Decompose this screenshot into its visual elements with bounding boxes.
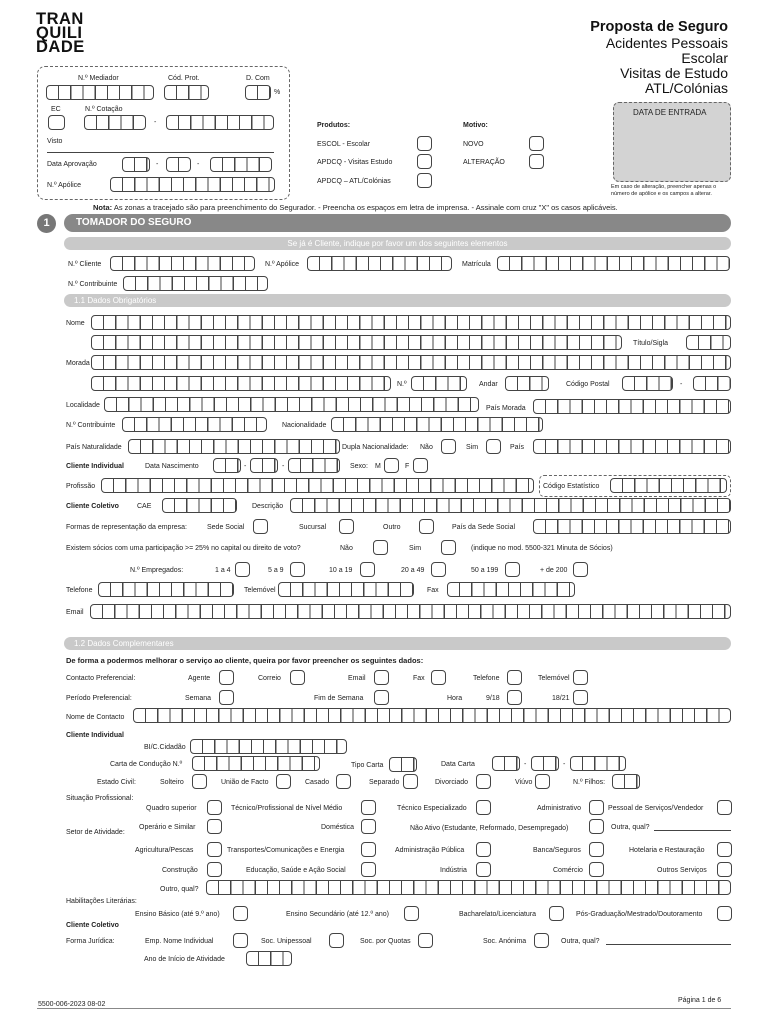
nome-label: Nome [66, 320, 85, 327]
forma-outra-line[interactable] [606, 944, 731, 945]
motivo-novo-label: NOVO [463, 141, 484, 148]
emp-1-4-label: 1 a 4 [215, 567, 231, 574]
nota [93, 203, 618, 212]
soc-anonima-checkbox[interactable] [534, 933, 549, 948]
forma-juridica-label: Forma Jurídica: [66, 938, 115, 945]
pais-sede-label: País da Sede Social [452, 524, 516, 531]
contacto-agente-label: Agente [188, 675, 211, 682]
entrada-note: Em caso de alteração, preencher apenas o [611, 184, 717, 190]
nome-contacto-field[interactable] [133, 708, 731, 723]
socios-nao-label: Não [340, 545, 353, 552]
hotelaria-label: Hotelaria e Restauração [629, 847, 705, 854]
codigo-postal-field-1[interactable] [622, 376, 673, 391]
periodo-fim-semana-label: Fim de Semana [314, 695, 364, 702]
dupla-nao-label: Não [420, 444, 433, 451]
contacto-agente-checkbox[interactable] [219, 670, 234, 685]
contribuinte-field[interactable] [122, 417, 267, 432]
sede-social-label: Sede Social [207, 524, 245, 531]
pais-naturalidade-label: País Naturalidade [66, 444, 122, 451]
habilitacoes-label: Habilitações Literárias: [66, 898, 137, 905]
cliente-individual-label: Cliente Individual [66, 463, 124, 470]
titulo-label: Título/Sigla [633, 340, 669, 347]
nome-field-2[interactable] [91, 335, 622, 350]
dash: - [524, 761, 527, 768]
carta-day[interactable] [492, 756, 520, 771]
produtos-label: Produtos: [317, 122, 351, 129]
domestica-checkbox[interactable] [361, 819, 376, 834]
emp-200-checkbox[interactable] [573, 562, 588, 577]
motivo-label: Motivo: [463, 122, 488, 129]
contacto-correio-checkbox[interactable] [290, 670, 305, 685]
visto-label: Visto [47, 138, 63, 145]
pais-morada-field[interactable] [533, 399, 731, 414]
codigo-estatistico-label: Código Estatístico [543, 483, 600, 490]
comercio-checkbox[interactable] [589, 862, 604, 877]
morada-field[interactable] [91, 355, 731, 370]
periodo-fim-semana-checkbox[interactable] [374, 690, 389, 705]
emp-10-19-checkbox[interactable] [360, 562, 375, 577]
codigo-postal-field-2[interactable] [693, 376, 731, 391]
nome-field[interactable] [91, 315, 731, 330]
matricula-field[interactable] [497, 256, 730, 271]
emp-5-9-label: 5 a 9 [268, 567, 284, 574]
aprov-month[interactable] [166, 157, 191, 172]
email-label: Email [66, 609, 84, 616]
periodo-semana-label: Semana [185, 695, 212, 702]
administrativo-checkbox[interactable] [589, 800, 604, 815]
logo-line: QUILI [36, 24, 83, 42]
cliente-bar: Se já é Cliente, indique por favor um dos seguintes elementos [64, 237, 731, 250]
dupla-sim-checkbox[interactable] [486, 439, 501, 454]
data-nascimento-label: Data Nascimento [145, 463, 199, 470]
sexo-f-checkbox[interactable] [413, 458, 428, 473]
banca-checkbox[interactable] [589, 842, 604, 857]
ano-inicio-label: Ano de Início de Atividade [144, 956, 225, 963]
hora-9-18-label: 9/18 [486, 695, 500, 702]
title-line: Visitas de Estudo [620, 65, 728, 81]
contacto-telefone-checkbox[interactable] [507, 670, 522, 685]
dash: - [244, 463, 247, 470]
pessoal-servicos-checkbox[interactable] [717, 800, 732, 815]
contacto-fax-label: Fax [413, 675, 425, 682]
n-apolice-label: N.º Apólice [265, 261, 300, 268]
sexo-m-checkbox[interactable] [384, 458, 399, 473]
casado-label: Casado [305, 779, 330, 786]
mediador-label: N.º Mediador [78, 75, 119, 82]
admin-publica-checkbox[interactable] [476, 842, 491, 857]
produto-atl-checkbox[interactable] [417, 173, 432, 188]
tipo-carta-label: Tipo Carta [351, 762, 384, 769]
nacionalidade-field[interactable] [331, 417, 543, 432]
profissao-field[interactable] [101, 478, 534, 493]
casado-checkbox[interactable] [336, 774, 351, 789]
emp-nome-individual-label: Emp. Nome Individual [145, 938, 214, 945]
n-filhos-label: N.º Filhos: [573, 779, 606, 786]
solteiro-label: Solteiro [160, 779, 184, 786]
emp-5-9-checkbox[interactable] [290, 562, 305, 577]
tecnico-medio-checkbox[interactable] [361, 800, 376, 815]
periodo-preferencial-label: Período Preferencial: [66, 695, 132, 702]
aprov-day[interactable] [122, 157, 150, 172]
situacao-profissional-label: Situação Profissional: [66, 795, 134, 802]
title-line: Acidentes Pessoais [605, 35, 728, 51]
sexo-label: Sexo: [350, 463, 368, 470]
contribuinte-label: N.º Contribuinte [66, 422, 116, 429]
empregados-label: N.º Empregados: [130, 567, 184, 574]
separado-label: Separado [369, 779, 400, 786]
solteiro-checkbox[interactable] [192, 774, 207, 789]
logo-line: DADE [36, 38, 85, 56]
descricao-field[interactable] [290, 498, 731, 513]
operario-label: Operário e Similar [139, 824, 196, 831]
form-code: 5500-006-2023 08-02 [38, 1001, 106, 1008]
emp-1-4-checkbox[interactable] [235, 562, 250, 577]
ensino-basico-label: Ensino Básico (até 9.º ano) [135, 911, 220, 918]
pais-naturalidade-field[interactable] [128, 439, 340, 454]
cotacao-field-2[interactable] [166, 115, 274, 130]
n-contribuinte-label: N.º Contribuinte [68, 281, 118, 288]
viuvo-checkbox[interactable] [535, 774, 550, 789]
socios-sim-checkbox[interactable] [441, 540, 456, 555]
dash: - [282, 463, 285, 470]
operario-checkbox[interactable] [207, 819, 222, 834]
carta-month[interactable] [531, 756, 559, 771]
outro-qual-field[interactable] [206, 880, 731, 895]
bi-field[interactable] [190, 739, 347, 754]
outros-servicos-label: Outros Serviços [657, 867, 707, 874]
email-field[interactable] [90, 604, 731, 619]
cotacao-field-1[interactable] [84, 115, 146, 130]
dash: - [563, 761, 566, 768]
transportes-label: Transportes/Comunicações e Energia [227, 847, 345, 854]
soc-quotas-label: Soc. por Quotas [360, 938, 411, 945]
licenciatura-checkbox[interactable] [549, 906, 564, 921]
localidade-label: Localidade [66, 402, 100, 409]
dupla-nacionalidade-label: Dupla Nacionalidade: [342, 444, 409, 451]
motivo-alteracao-checkbox[interactable] [529, 154, 544, 169]
contacto-telefone-label: Telefone [473, 675, 500, 682]
fax-label: Fax [427, 587, 439, 594]
nacionalidade-label: Nacionalidade [282, 422, 327, 429]
soc-unipessoal-label: Soc. Unipessoal [261, 938, 312, 945]
matricula-label: Matrícula [462, 261, 491, 268]
banca-label: Banca/Seguros [533, 847, 581, 854]
sexo-m-label: M [375, 463, 381, 470]
nota-bold: Nota: [93, 203, 113, 212]
cod-prot-label: Cód. Prot. [168, 75, 200, 82]
cc-complementar-label: Cliente Coletivo [66, 922, 119, 929]
separado-checkbox[interactable] [403, 774, 418, 789]
hora-label: Hora [447, 695, 463, 702]
codigo-estatistico-field[interactable] [610, 478, 727, 493]
localidade-field[interactable] [104, 397, 479, 412]
formas-representacao-label: Formas de representação da empresa: [66, 524, 188, 531]
hora-9-18-checkbox[interactable] [507, 690, 522, 705]
dash: - [197, 161, 200, 168]
dash: - [680, 381, 683, 388]
contacto-correio-label: Correio [258, 675, 281, 682]
outro-checkbox[interactable] [419, 519, 434, 534]
industria-checkbox[interactable] [476, 862, 491, 877]
ensino-secundario-checkbox[interactable] [404, 906, 419, 921]
educacao-checkbox[interactable] [361, 862, 376, 877]
emp-50-199-label: 50 a 199 [471, 567, 499, 574]
telemovel-label: Telemóvel [244, 587, 276, 594]
soc-quotas-checkbox[interactable] [418, 933, 433, 948]
pos-graduacao-checkbox[interactable] [717, 906, 732, 921]
ci-complementar-label: Cliente Individual [66, 732, 124, 739]
cae-label: CAE [137, 503, 152, 510]
bi-label: BI/C.Cidadão [144, 744, 186, 751]
nota-text: As zonas a tracejado são para preenchimento do Segurador. - Preencha os espaços em letra de imprensa. - Assinale com cruz "X" os casos aplicáveis. [113, 203, 618, 212]
telemovel-field[interactable] [278, 582, 414, 597]
andar-field[interactable] [505, 376, 549, 391]
section-number-badge: 1 [37, 214, 56, 233]
apolice-field[interactable] [110, 177, 275, 192]
forma-outra-label: Outra, qual? [561, 938, 600, 945]
data-aprovacao-label: Data Aprovação [47, 161, 97, 168]
produto-escol-checkbox[interactable] [417, 136, 432, 151]
construcao-label: Construção [162, 867, 198, 874]
nasc-year[interactable] [288, 458, 340, 473]
visto-line [47, 152, 274, 153]
construcao-checkbox[interactable] [207, 862, 222, 877]
data-carta-label: Data Carta [441, 761, 475, 768]
tecnico-especializado-checkbox[interactable] [476, 800, 491, 815]
contacto-email-checkbox[interactable] [374, 670, 389, 685]
produto-atl-label: APDCQ – ATL/Colónias [317, 178, 391, 185]
divorciado-checkbox[interactable] [476, 774, 491, 789]
tecnico-medio-label: Técnico/Profissional de Nível Médio [231, 805, 343, 812]
cod-prot-field[interactable] [164, 85, 209, 100]
soc-anonima-label: Soc. Anónima [483, 938, 527, 945]
sede-social-checkbox[interactable] [253, 519, 268, 534]
periodo-semana-checkbox[interactable] [219, 690, 234, 705]
pais-field[interactable] [533, 439, 731, 454]
socios-nao-checkbox[interactable] [373, 540, 388, 555]
page-number: Página 1 de 6 [678, 997, 722, 1004]
emp-20-49-checkbox[interactable] [431, 562, 446, 577]
dcom-field[interactable] [245, 85, 271, 100]
socios-question: Existem sócios com uma participação >= 25% no capital ou direito de voto? [66, 545, 301, 552]
title-line: ATL/Colónias [644, 80, 728, 96]
numero-field[interactable] [411, 376, 467, 391]
nome-contacto-label: Nome de Contacto [66, 714, 125, 721]
emp-10-19-label: 10 a 19 [329, 567, 353, 574]
percent-sign: % [274, 89, 281, 96]
admin-publica-label: Administração Pública [395, 847, 465, 854]
domestica-label: Doméstica [321, 824, 355, 831]
produto-visitas-checkbox[interactable] [417, 154, 432, 169]
section-title: TOMADOR DO SEGURO [64, 214, 731, 232]
industria-label: Indústria [440, 867, 467, 874]
indique-note: (indique no mod. 5500-321 Minuta de Sócios) [471, 545, 613, 552]
transportes-checkbox[interactable] [361, 842, 376, 857]
tipo-carta-field[interactable] [389, 757, 417, 772]
contacto-telemovel-label: Telemóvel [538, 675, 570, 682]
n-cliente-label: N.º Cliente [68, 261, 102, 268]
hora-18-21-checkbox[interactable] [573, 690, 588, 705]
estado-civil-label: Estado Civil: [97, 779, 136, 786]
tecnico-especializado-label: Técnico Especializado [397, 805, 467, 812]
morada-label: Morada [66, 360, 90, 367]
hotelaria-checkbox[interactable] [717, 842, 732, 857]
dados-obrigatorios-bar: 1.1 Dados Obrigatórios [64, 294, 731, 307]
uniao-facto-label: União de Facto [221, 779, 269, 786]
telefone-label: Telefone [66, 587, 93, 594]
apolice-label: N.º Apólice [47, 182, 82, 189]
n-contribuinte-field[interactable] [123, 276, 268, 291]
mediador-field[interactable] [46, 85, 154, 100]
motivo-alteracao-label: ALTERAÇÃO [463, 159, 505, 166]
outro-qual-label: Outro, qual? [160, 886, 199, 893]
sucursal-checkbox[interactable] [339, 519, 354, 534]
nasc-month[interactable] [250, 458, 278, 473]
agricultura-label: Agricultura/Pescas [135, 847, 194, 854]
footer-line [37, 1008, 731, 1009]
titulo-field[interactable] [686, 335, 731, 350]
data-entrada-label: DATA DE ENTRADA [633, 108, 707, 117]
emp-50-199-checkbox[interactable] [505, 562, 520, 577]
emp-nome-individual-checkbox[interactable] [233, 933, 248, 948]
outro-label: Outro [383, 524, 401, 531]
outros-servicos-checkbox[interactable] [717, 862, 732, 877]
nao-ativo-label: Não Ativo (Estudante, Reformado, Desempregado) [410, 825, 569, 832]
n-cliente-field[interactable] [110, 256, 255, 271]
contacto-email-label: Email [348, 675, 366, 682]
educacao-label: Educação, Saúde e Ação Social [246, 867, 346, 874]
sexo-f-label: F [405, 463, 410, 470]
carta-conducao-field[interactable] [192, 756, 320, 771]
numero-label: N.º [397, 381, 407, 388]
ensino-basico-checkbox[interactable] [233, 906, 248, 921]
administrativo-label: Administrativo [537, 805, 581, 812]
viuvo-label: Viúvo [515, 779, 533, 786]
socios-sim-label: Sim [409, 545, 422, 552]
nasc-day[interactable] [213, 458, 241, 473]
quadro-superior-checkbox[interactable] [207, 800, 222, 815]
fax-field[interactable] [447, 582, 575, 597]
outra-qual-label: Outra, qual? [611, 824, 650, 831]
n-filhos-field[interactable] [612, 774, 640, 789]
andar-label: Andar [479, 381, 498, 388]
profissao-label: Profissão [66, 483, 96, 490]
hora-18-21-label: 18/21 [552, 695, 570, 702]
emp-200-label: + de 200 [540, 567, 568, 574]
carta-year[interactable] [570, 756, 626, 771]
contacto-fax-checkbox[interactable] [431, 670, 446, 685]
dash: - [154, 119, 157, 126]
ec-field[interactable] [48, 115, 65, 130]
comercio-label: Comércio [553, 867, 583, 874]
ensino-secundario-label: Ensino Secundário (até 12.º ano) [286, 911, 389, 918]
produto-visitas-label: APDCQ - Visitas Estudo [317, 159, 393, 166]
descricao-label: Descrição [252, 503, 284, 510]
carta-conducao-label: Carta de Condução N.º [110, 761, 183, 768]
motivo-novo-checkbox[interactable] [529, 136, 544, 151]
emp-20-49-label: 20 a 49 [401, 567, 425, 574]
logo [36, 12, 85, 54]
produto-escol-label: ESCOL - Escolar [317, 141, 371, 148]
quadro-superior-label: Quadro superior [146, 805, 197, 812]
logo-line: TRAN [36, 10, 84, 28]
uniao-facto-checkbox[interactable] [276, 774, 291, 789]
nao-ativo-checkbox[interactable] [589, 819, 604, 834]
dupla-nao-checkbox[interactable] [441, 439, 456, 454]
pais-sede-field[interactable] [533, 519, 731, 534]
codigo-postal-label: Código Postal [566, 381, 610, 388]
ec-label: EC [51, 106, 61, 113]
title-line: Escolar [681, 50, 728, 66]
dash: - [156, 161, 159, 168]
licenciatura-label: Bacharelato/Licenciatura [459, 911, 537, 918]
cliente-coletivo-label: Cliente Coletivo [66, 503, 119, 510]
pessoal-servicos-label: Pessoal de Serviços/Vendedor [608, 805, 704, 812]
ano-inicio-field[interactable] [246, 951, 292, 966]
dados-complementares-bar: 1.2 Dados Complementares [64, 637, 731, 650]
cotacao-label: N.º Cotação [85, 106, 123, 113]
contacto-telemovel-checkbox[interactable] [573, 670, 588, 685]
soc-unipessoal-checkbox[interactable] [329, 933, 344, 948]
sucursal-label: Sucursal [299, 524, 327, 531]
setor-atividade-label: Setor de Atividade: [66, 829, 125, 836]
dupla-sim-label: Sim [466, 444, 479, 451]
divorciado-label: Divorciado [435, 779, 469, 786]
entrada-note: número de apólice e os campos a alterar. [611, 191, 712, 197]
contacto-preferencial-label: Contacto Preferencial: [66, 675, 136, 682]
pais-morada-label: País Morada [486, 405, 526, 412]
n-apolice-field[interactable] [307, 256, 452, 271]
aprov-year[interactable] [210, 157, 272, 172]
morada-field-2[interactable] [91, 376, 391, 391]
complementares-intro: De forma a podermos melhorar o serviço ao cliente, queira por favor preencher os seguintes dados: [66, 656, 424, 665]
pos-graduacao-label: Pós-Graduação/Mestrado/Doutoramento [576, 911, 703, 918]
telefone-field[interactable] [98, 582, 234, 597]
form-title: Proposta de Seguro [590, 19, 728, 35]
dcom-label: D. Com [246, 75, 270, 82]
pais-label: País [510, 444, 525, 451]
outra-qual-line[interactable] [654, 830, 731, 831]
agricultura-checkbox[interactable] [207, 842, 222, 857]
cae-field[interactable] [162, 498, 237, 513]
